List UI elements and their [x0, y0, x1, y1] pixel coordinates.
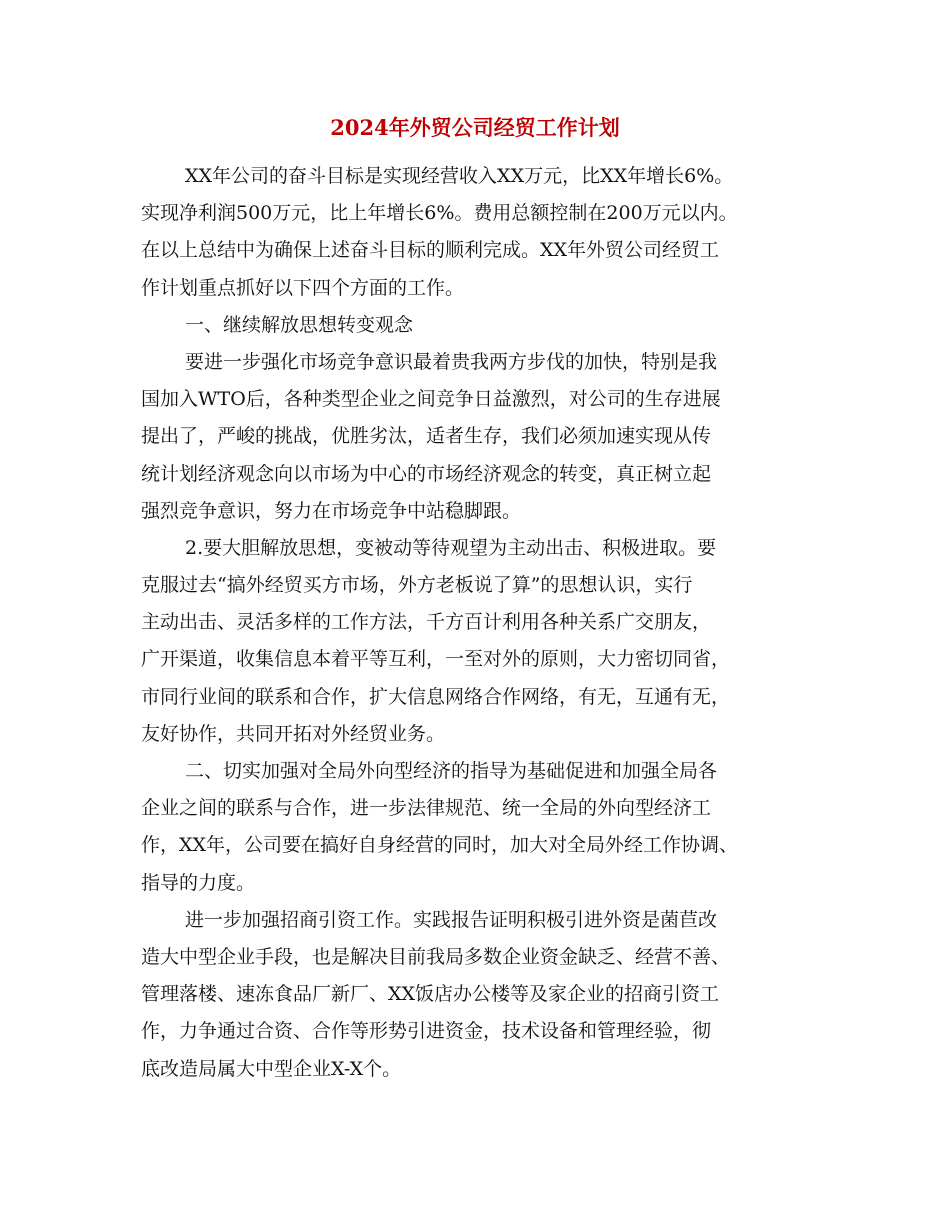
document-title: 2024年外贸公司经贸工作计划 — [330, 115, 620, 140]
text-line: 实现净利润500万元，比上年增长6%。费用总额控制在200万元以内。 — [141, 202, 738, 225]
text-line: 广开渠道，收集信息本着平等互利，一至对外的原则，大力密切同省， — [141, 648, 731, 671]
text-line: 统计划经济观念向以市场为中心的市场经济观念的转变，真正树立起 — [141, 462, 712, 485]
text-line: 作计划重点抓好以下四个方面的工作。 — [141, 276, 465, 299]
text-line: 管理落楼、速冻食品厂新厂、XX饭店办公楼等及家企业的招商引资工 — [141, 983, 720, 1006]
text-line: 二、切实加强对全局外向型经济的指导为基础促进和加强全局各 — [185, 760, 718, 782]
text-line: 一、继续解放思想转变观念 — [185, 313, 414, 336]
text-line: 提出了，严峻的挑战，优胜劣汰，适者生存，我们必须加速实现从传 — [141, 425, 712, 448]
paragraph-emancipate-thinking — [141, 530, 811, 753]
text-line: 2.要大胆解放思想，变被动等待观望为主动出击、积极进取。要 — [185, 536, 717, 559]
text-line: 克服过去“搞外经贸买方市场，外方老板说了算”的思想认识，实行 — [141, 574, 693, 597]
text-line: 企业之间的联系与合作，进一步法律规范、统一全局的外向型经济工 — [141, 797, 712, 820]
paragraph-goals — [141, 158, 811, 307]
text-line: 国加入WTO后，各种类型企业之间竞争日益激烈，对公司的生存进展 — [141, 388, 721, 411]
text-line: 底改造局属大中型企业X-X个。 — [141, 1057, 402, 1080]
text-line: 主动出击、灵活多样的工作方法，千方百计利用各种关系广交朋友， — [141, 611, 712, 634]
text-line: 友好协作，共同开拓对外经贸业务。 — [141, 722, 446, 745]
text-line: 作，力争通过合资、合作等形势引进资金，技术设备和管理经验，彻 — [141, 1020, 712, 1043]
text-line: 作，XX年，公司要在搞好自身经营的同时，加大对全局外经工作协调、 — [141, 834, 739, 857]
text-line: 指导的力度。 — [141, 871, 256, 894]
paragraph-market-awareness — [141, 344, 811, 530]
text-line: 在以上总结中为确保上述奋斗目标的顺利完成。XX年外贸公司经贸工 — [141, 239, 720, 262]
text-line: XX年公司的奋斗目标是实现经营收入XX万元，比XX年增长6%。 — [185, 165, 734, 187]
text-line: 进一步加强招商引资工作。实践报告证明积极引进外资是菌苣改 — [185, 908, 718, 931]
section-heading-2 — [141, 753, 811, 902]
section-heading-1 — [141, 307, 811, 344]
text-line: 造大中型企业手段，也是解决目前我局多数企业资金缺乏、经营不善、 — [141, 945, 731, 968]
text-line: 强烈竞争意识，努力在市场竞争中站稳脚跟。 — [141, 499, 522, 522]
document-body — [141, 158, 811, 1088]
text-line: 市同行业间的联系和合作，扩大信息网络合作网络，有无，互通有无， — [141, 685, 731, 708]
paragraph-investment — [141, 902, 811, 1088]
text-line: 要进一步强化市场竞争意识最着贵我两方步伐的加快，特别是我 — [185, 350, 718, 373]
